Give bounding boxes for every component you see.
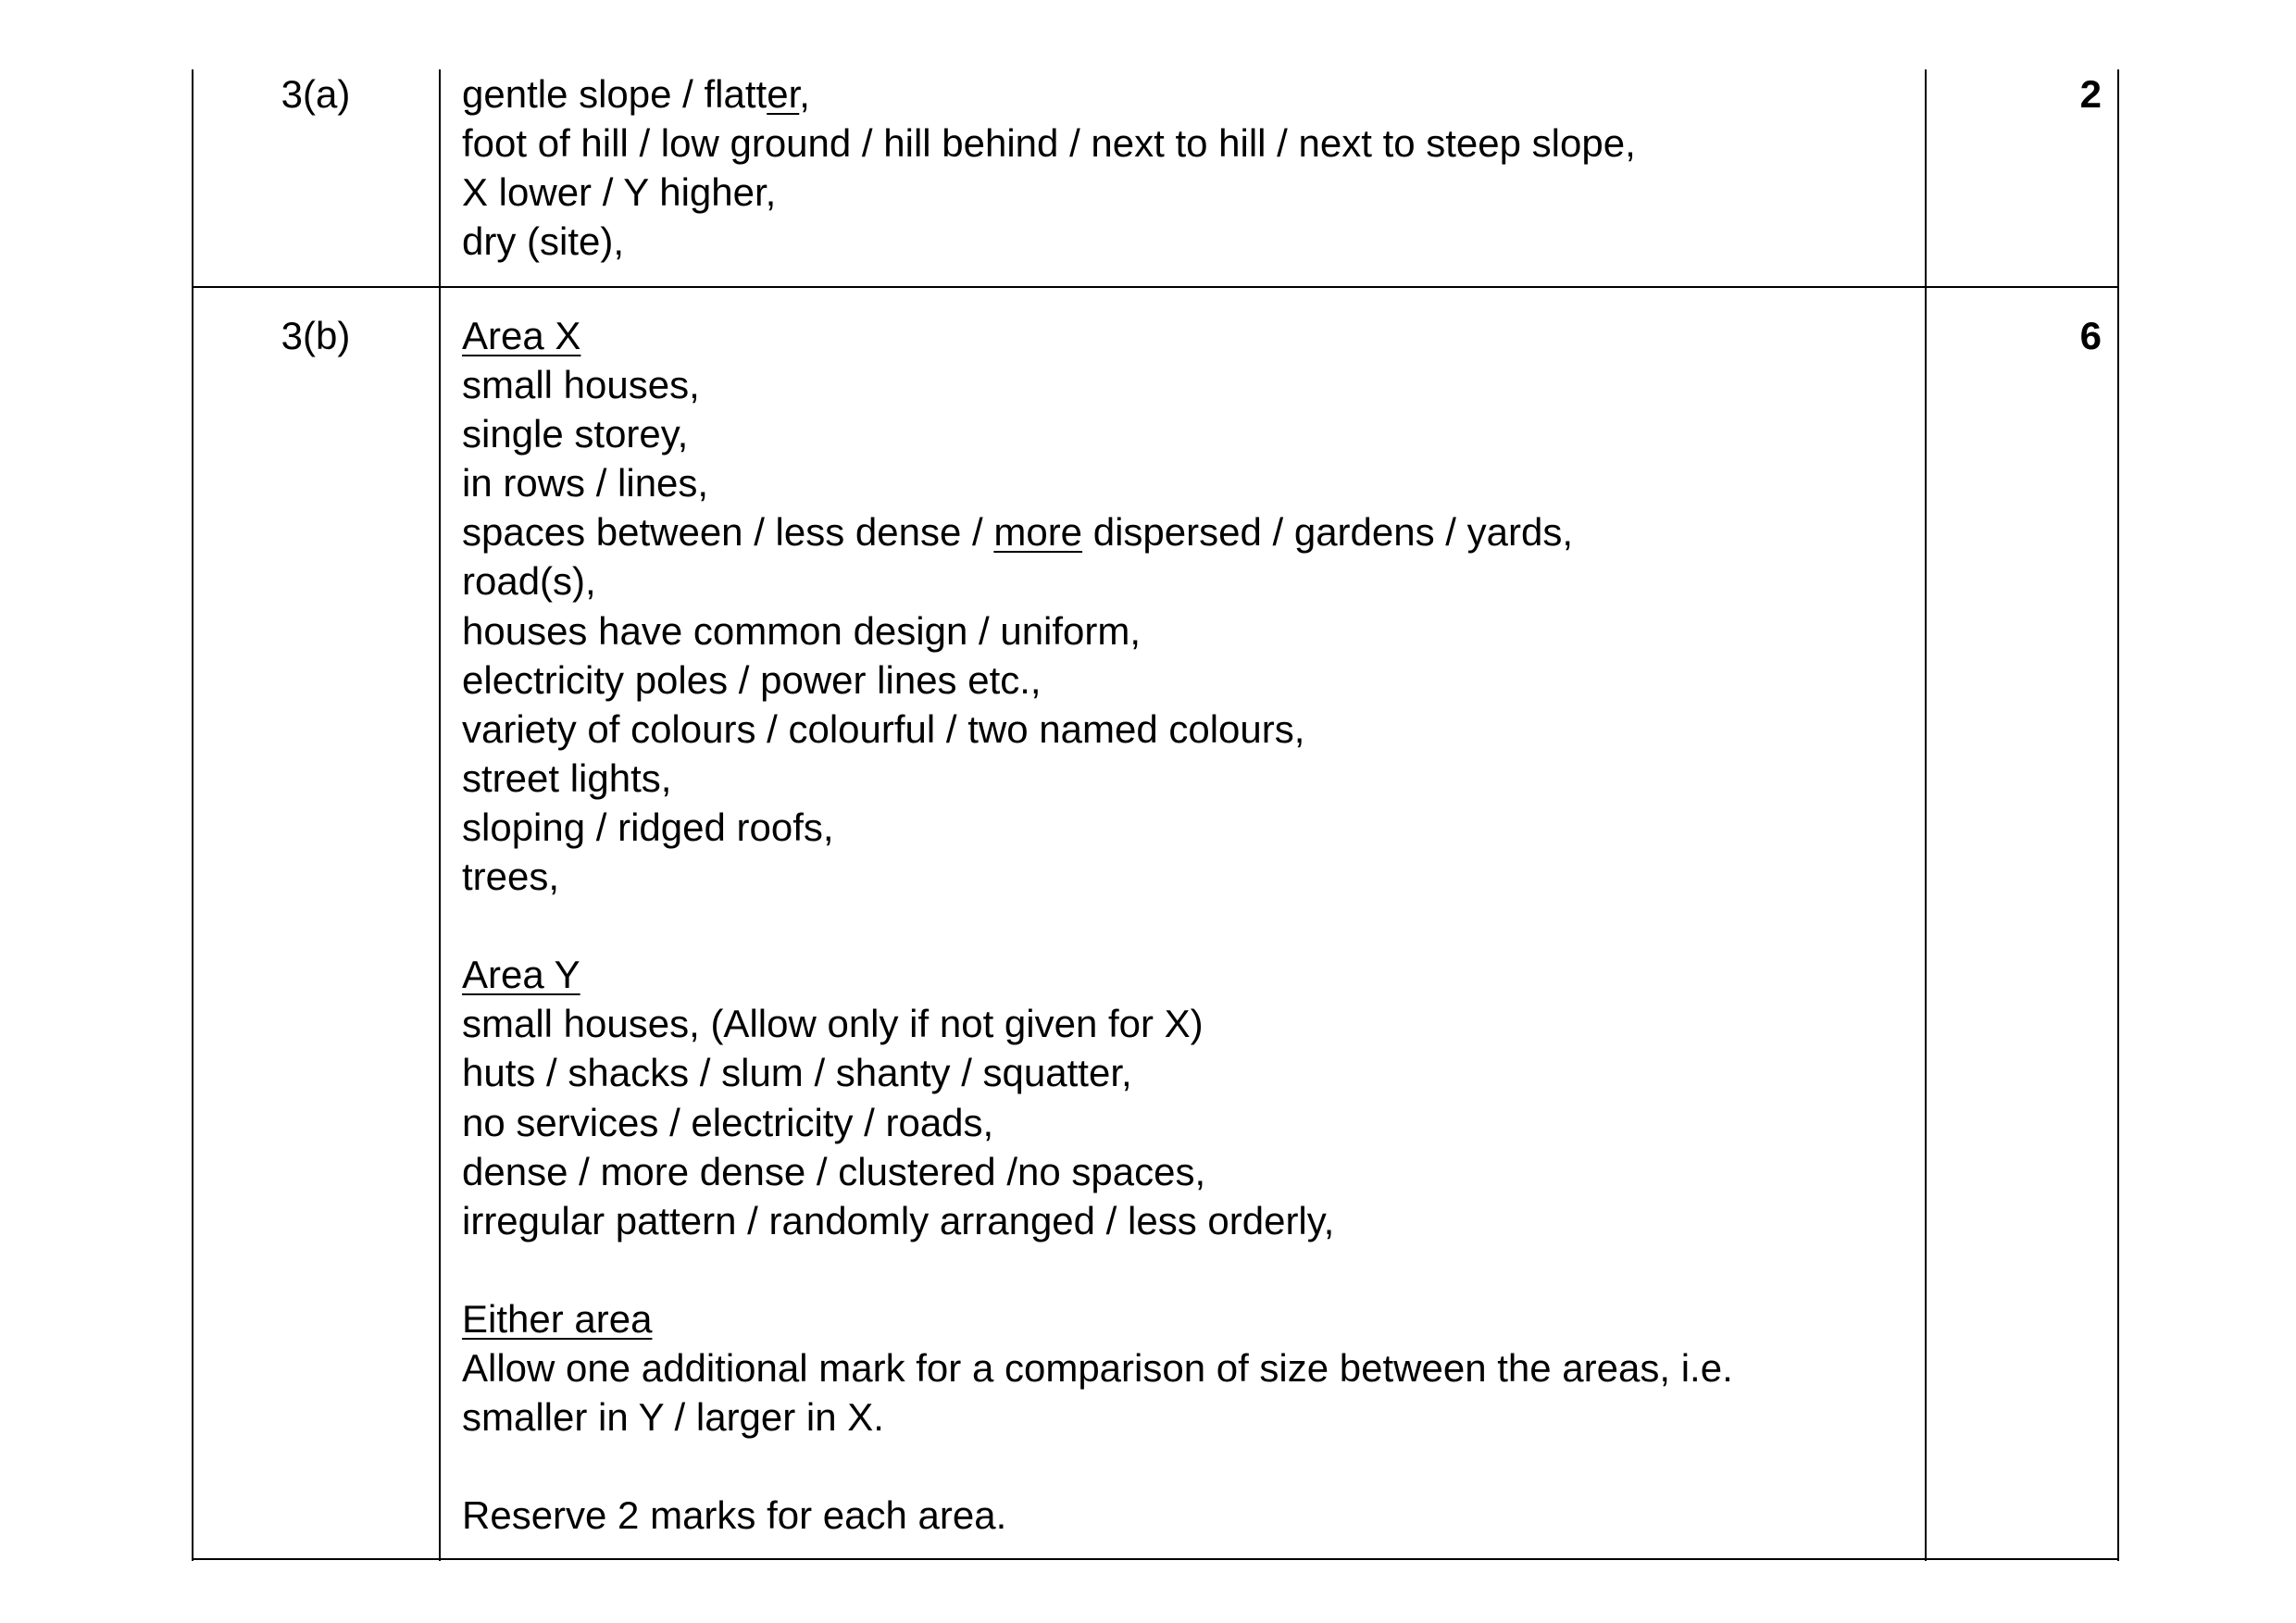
area-x-item: in rows / lines, [462, 461, 709, 506]
area-x-item: road(s), [462, 559, 596, 604]
column-divider-1 [439, 69, 441, 1561]
area-x-item: electricity poles / power lines etc., [462, 657, 1042, 702]
row-divider [192, 286, 2119, 288]
answer-line: foot of hill / low ground / hill behind / next to hill / next to steep slope, [462, 121, 1636, 166]
area-x-item: houses have common design / uniform, [462, 608, 1142, 653]
area-x-item: variety of colours / colourful / two named colours, [462, 706, 1305, 751]
either-area-text: Allow one additional mark for a comparison of size between the areas, i.e. [462, 1345, 1733, 1390]
answer-3b [462, 311, 1906, 1540]
reserve-note: Reserve 2 marks for each area. [462, 1493, 1007, 1538]
table-border-right [2117, 69, 2119, 1561]
area-x-item: small houses, [462, 363, 700, 407]
either-area-heading: Either area [462, 1296, 653, 1341]
area-x-item: spaces between / less dense / more dispersed / gardens / yards, [462, 510, 1573, 555]
answer-line: X lower / Y higher, [462, 170, 777, 215]
area-x-item: trees, [462, 855, 560, 899]
marks-3a: 2 [2079, 72, 2102, 116]
spacer [462, 1245, 1906, 1294]
column-divider-2 [1925, 69, 1927, 1561]
table-border-bottom [192, 1558, 2119, 1560]
area-y-item: huts / shacks / slum / shanty / squatter, [462, 1051, 1132, 1095]
spacer [462, 1442, 1906, 1491]
answer-3a [462, 69, 1906, 266]
question-number-3a: 3(a) [281, 72, 351, 116]
area-y-item: small houses, (Allow only if not given for X) [462, 1002, 1204, 1046]
underlined-text: more [993, 510, 1083, 555]
either-area-text: smaller in Y / larger in X. [462, 1395, 884, 1440]
marks-3b: 6 [2079, 314, 2102, 357]
area-x-item: single storey, [462, 412, 689, 456]
underlined-text: er [767, 72, 800, 116]
area-y-item: dense / more dense / clustered /no spaces, [462, 1149, 1206, 1193]
area-y-heading: Area Y [462, 953, 580, 997]
answer-line: dry (site), [462, 219, 625, 264]
mark-scheme-table [192, 69, 2119, 1561]
area-y-item: no services / electricity / roads, [462, 1100, 994, 1144]
area-x-item: street lights, [462, 755, 672, 800]
spacer [462, 901, 1906, 950]
question-number-3b: 3(b) [281, 314, 351, 357]
area-y-item: irregular pattern / randomly arranged / less orderly, [462, 1198, 1335, 1242]
answer-line: gentle slope / flatter, [462, 72, 810, 116]
table-border-left [192, 69, 193, 1561]
area-x-item: sloping / ridged roofs, [462, 805, 834, 849]
area-x-heading: Area X [462, 314, 581, 357]
